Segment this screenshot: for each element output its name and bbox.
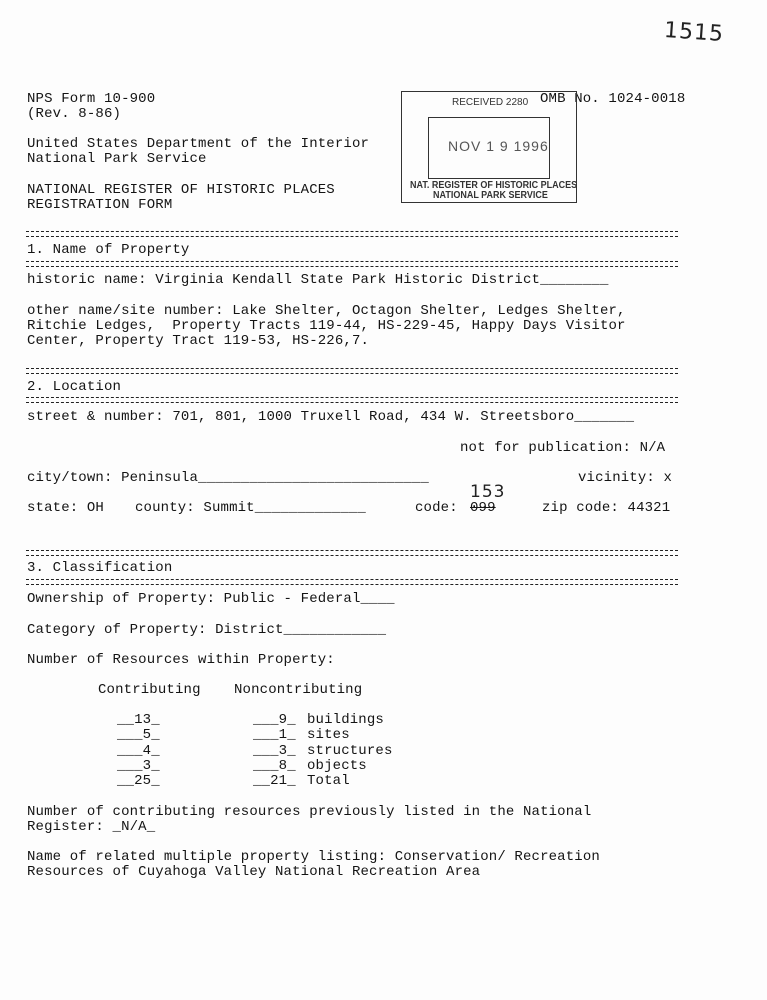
code-handwritten-value: 153 — [470, 482, 506, 502]
noncontributing-count: ___9_ — [253, 712, 296, 728]
related-listing-line1: Name of related multiple property listing: Conservation/ Recreation — [27, 849, 600, 865]
section-divider — [26, 261, 678, 267]
city-town: city/town: Peninsula___________________________ — [27, 470, 429, 486]
contributing-count: __25_ — [117, 773, 160, 789]
register-title: NATIONAL REGISTER OF HISTORIC PLACES — [27, 182, 335, 198]
stamp-service: NATIONAL PARK SERVICE — [433, 190, 548, 201]
stamp-date: NOV 1 9 1996 — [448, 138, 549, 154]
contributing-count: __13_ — [117, 712, 160, 728]
vicinity: vicinity: x — [578, 470, 673, 486]
department: United States Department of the Interior — [27, 136, 370, 152]
resource-type: buildings — [307, 712, 384, 728]
zip-code: zip code: 44321 — [542, 500, 671, 516]
noncontributing-count: ___3_ — [253, 743, 296, 759]
code-label: code: — [415, 500, 458, 516]
contributing-count: ___5_ — [117, 727, 160, 743]
stamp-received: RECEIVED 2280 — [452, 97, 532, 108]
contributing-count: ___4_ — [117, 743, 160, 759]
column-noncontributing: Noncontributing — [234, 682, 363, 698]
resources-label: Number of Resources within Property: — [27, 652, 335, 668]
section-divider — [26, 579, 678, 585]
previously-listed-line1: Number of contributing resources previously listed in the National — [27, 804, 592, 820]
section1-heading: 1. Name of Property — [27, 242, 190, 258]
contributing-count: ___3_ — [117, 758, 160, 774]
street-number: street & number: 701, 801, 1000 Truxell Road, 434 W. Streetsboro_______ — [27, 409, 635, 425]
county: county: Summit_____________ — [135, 500, 366, 516]
page-number-handwritten: 1515 — [663, 17, 725, 48]
resource-type: Total — [307, 773, 350, 789]
stamp-register: NAT. REGISTER OF HISTORIC PLACES — [410, 180, 578, 191]
form-revision: (Rev. 8-86) — [27, 106, 122, 122]
column-contributing: Contributing — [98, 682, 201, 698]
other-name-line3: Center, Property Tract 119-53, HS-226,7. — [27, 333, 370, 349]
historic-name: historic name: Virginia Kendall State Park Historic District________ — [27, 272, 609, 288]
code-struck-value: 099 — [470, 500, 496, 516]
section-divider — [26, 397, 678, 403]
previously-listed-line2: Register: _N/A_ — [27, 819, 156, 835]
resource-type: structures — [307, 743, 393, 759]
state: state: OH — [27, 500, 104, 516]
resource-type: sites — [307, 727, 350, 743]
form-number: NPS Form 10-900 — [27, 91, 156, 107]
noncontributing-count: ___1_ — [253, 727, 296, 743]
category: Category of Property: District____________ — [27, 622, 387, 638]
ownership: Ownership of Property: Public - Federal____ — [27, 591, 395, 607]
section-divider — [26, 231, 678, 237]
related-listing-line2: Resources of Cuyahoga Valley National Recreation Area — [27, 864, 481, 880]
form-title: REGISTRATION FORM — [27, 197, 173, 213]
service: National Park Service — [27, 151, 207, 167]
section-divider — [26, 368, 678, 374]
other-name-line2: Ritchie Ledges, Property Tracts 119-44, HS-229-45, Happy Days Visitor — [27, 318, 626, 334]
not-for-publication: not for publication: N/A — [460, 440, 666, 456]
section3-heading: 3. Classification — [27, 560, 173, 576]
noncontributing-count: ___8_ — [253, 758, 296, 774]
noncontributing-count: __21_ — [253, 773, 296, 789]
resource-type: objects — [307, 758, 367, 774]
other-name-line1: other name/site number: Lake Shelter, Octagon Shelter, Ledges Shelter, — [27, 303, 626, 319]
section2-heading: 2. Location — [27, 379, 122, 395]
omb-number: OMB No. 1024-0018 — [540, 91, 686, 107]
section-divider — [26, 550, 678, 556]
